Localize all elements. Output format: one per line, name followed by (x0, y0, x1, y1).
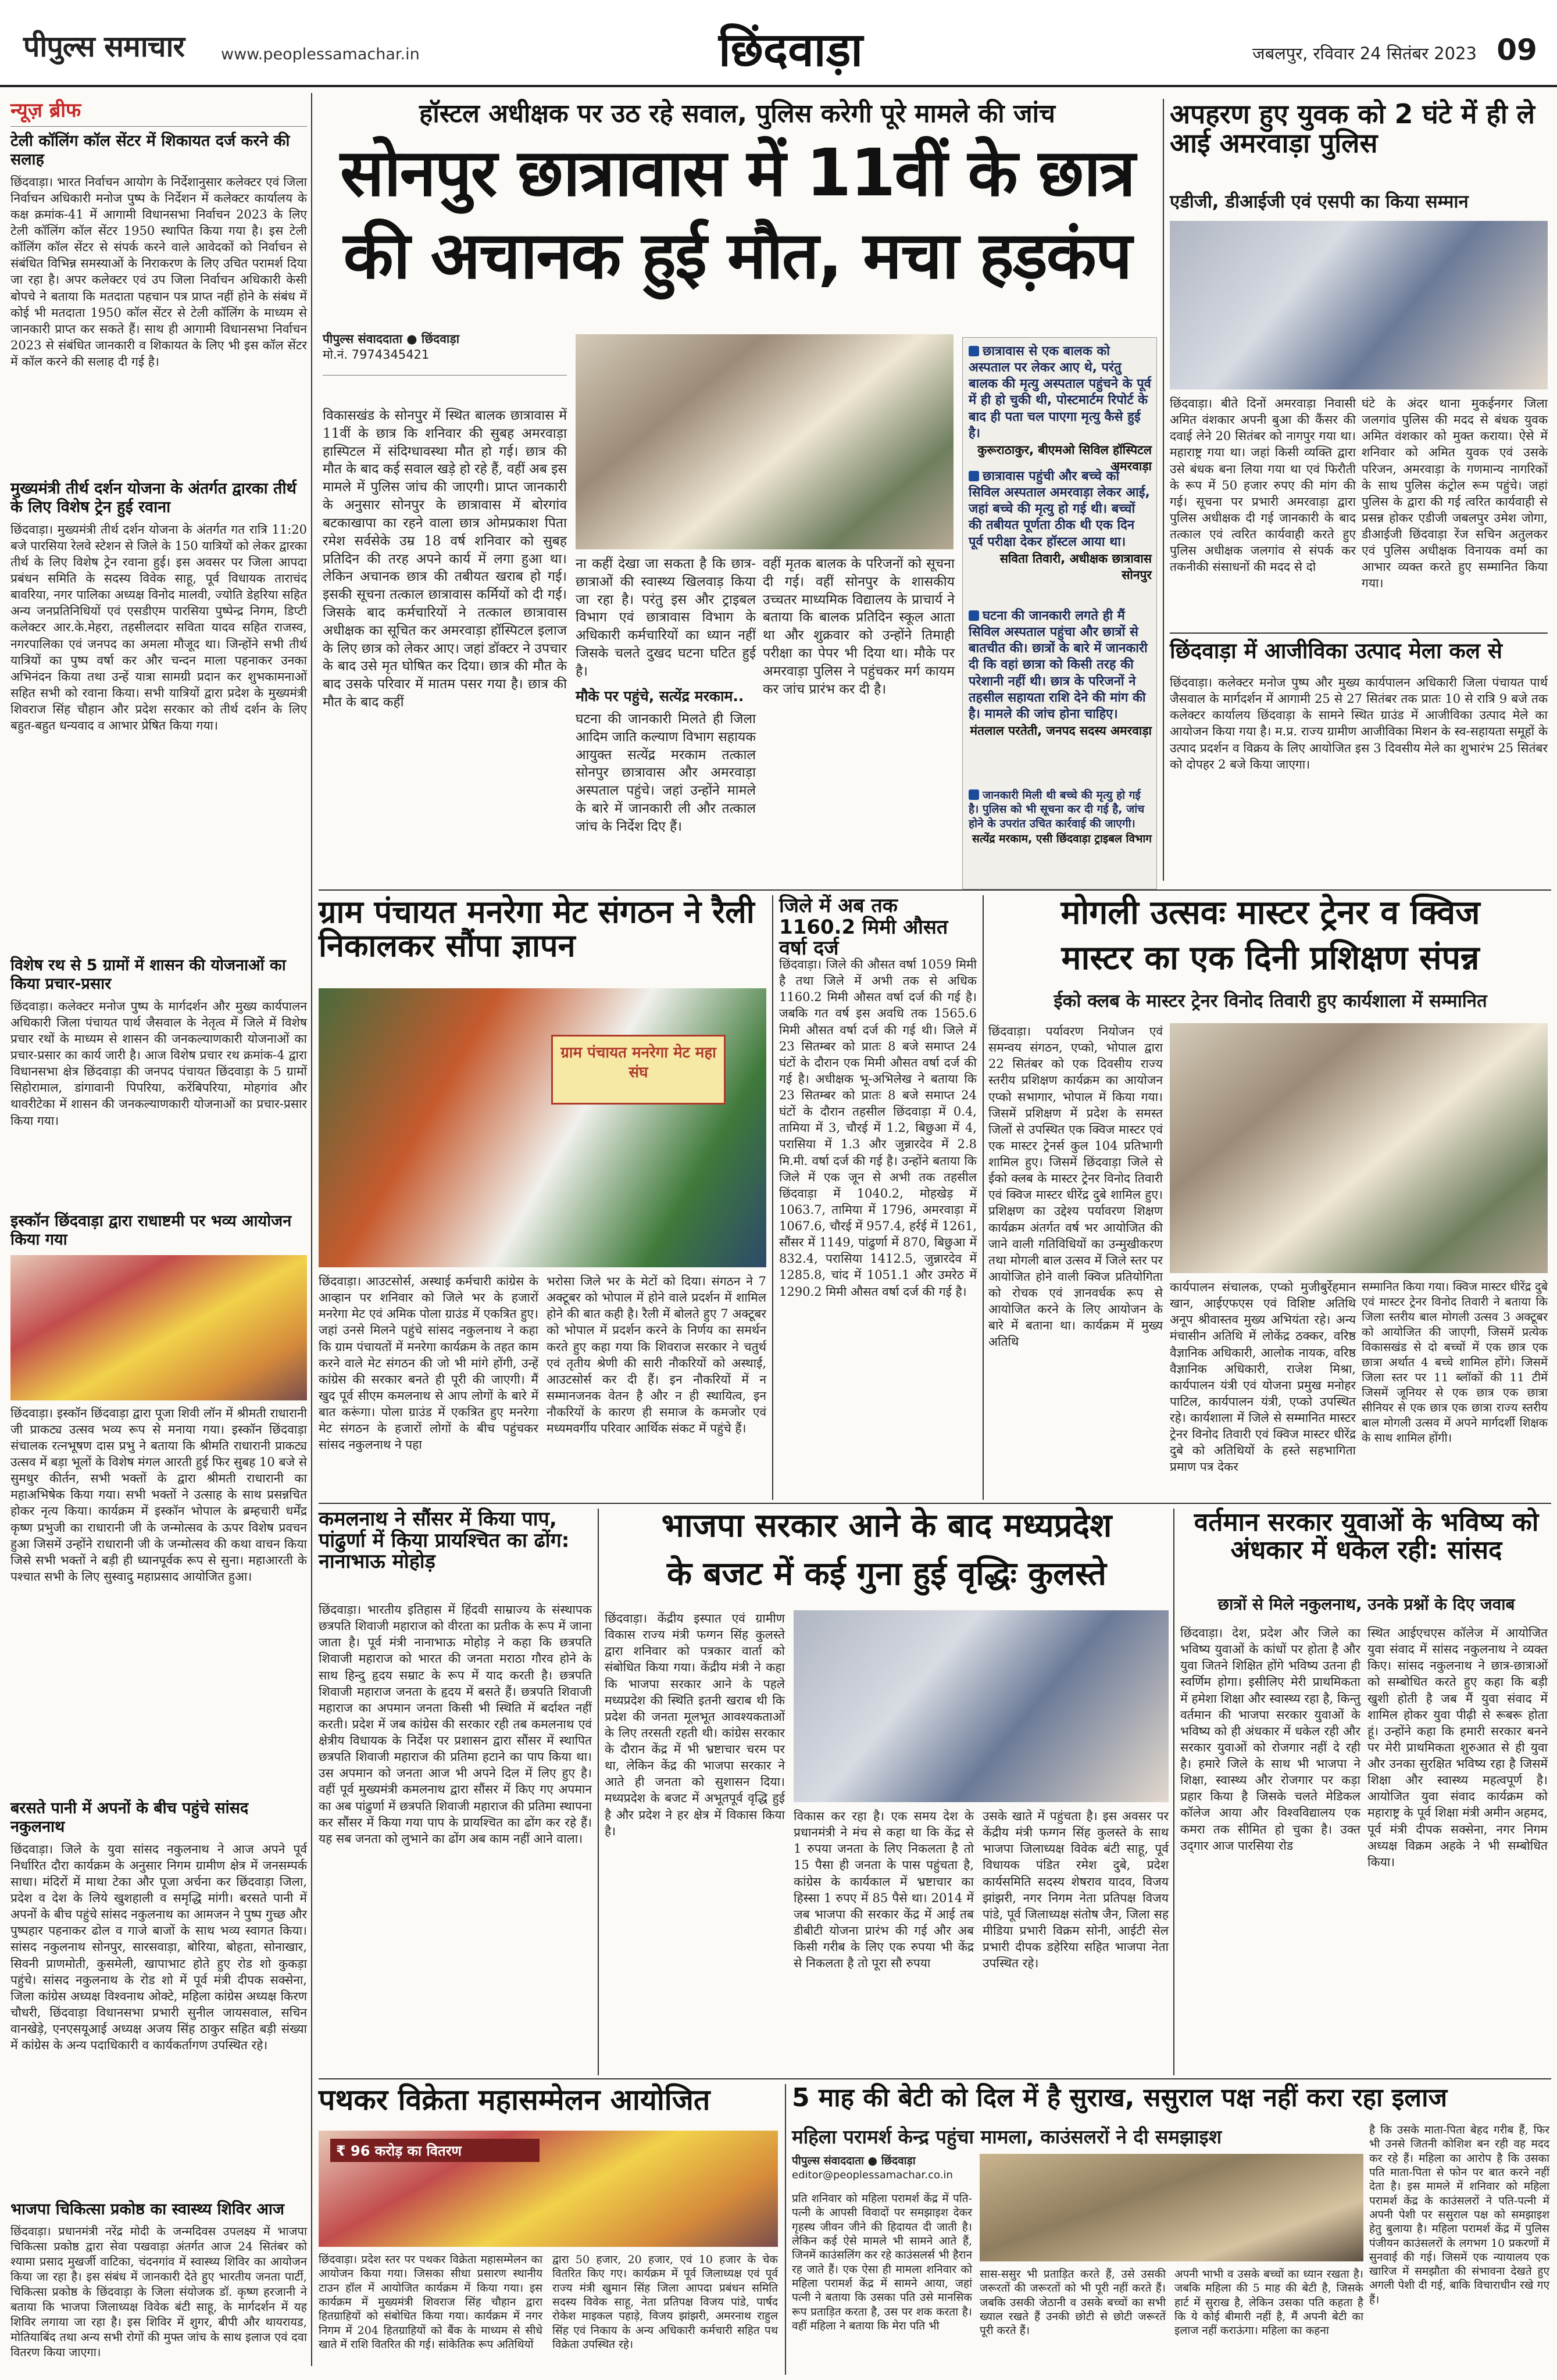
brief-headline: मुख्यमंत्री तीर्थ दर्शन योजना के अंतर्गत द्वारका तीर्थ के लिए विशेष ट्रेन हुई रवाना (10, 480, 297, 516)
pathkar-body-col-1: छिंदवाड़ा। प्रदेश स्तर पर पथकर विक्रेता महासम्मेलन का आयोजन किया गया। जिसका सीधा प्रसारण स्थानीय टाउन हॉल में आयोजित कार्यक्रम में किया गया। इस कार्यक्रम में मुख्यमंत्री शिवराज सिंह चौहान द्वारा हितग्राहियों को संबोधित किया गया। कार्यक्रम में नगर निगम में 204 हितग्राहियों को बैंक के माध्यम से सीधे खाते में राशि वितरित की गई। सांकेतिक रूप अतिथियों (319, 2253, 542, 2351)
logo[interactable] (23, 26, 209, 66)
column-rule (311, 93, 312, 2366)
baby-body-col-1: प्रति शनिवार को महिला परामर्श केंद्र में पति-पत्नी के आपसी विवादों पर समझाइश देकर गृहस्थ जीवन जीने की हिदायत दी जाती है। लेकिन कई ऐसे मामले भी सामने आते हैं, जिनमें काउंसलिंग कर रहे काउंसलर्स भी हैरान रह जाते हैं। एक ऐसा ही मामला शनिवार को महिला परामर्श केंद्र में सामने आया, जहां पत्नी ने बताया कि उसका पति उसे मानसिक रूप प्रताड़ित करता है, उस पर शक करता है। वहीं महिला ने बताया कि मेरा पति भी (792, 2192, 972, 2332)
rain-headline: जिले में अब तक 1160.2 मिमी औसत वर्षा दर्ज (779, 894, 948, 960)
youth-subhead: छात्रों से मिले नकुलनाथ, उनके प्रश्नों के दिए जवाब (1217, 1595, 1515, 1614)
byline-text: पीपुल्स संवाददाता ● छिंदवाड़ा (323, 332, 460, 346)
brief-headline: विशेष रथ से 5 ग्रामों में शासन की योजनाओं का किया प्रचार-प्रसार (10, 956, 286, 993)
brief-body: छिंदवाड़ा। प्रधानमंत्री नरेंद्र मोदी के जन्मदिवस उपलक्ष्य में भाजपा चिकित्सा प्रकोष्ठ द्वारा सेवा पखवाड़ा अंतर्गत आज 24 सितंबर को श्यामा प्रसाद मुखर्जी वाटिका, चंदनगांव में स्वास्थ्य शिविर का आयोजन किया जा रहा है। इस संबंध में जानकारी देते हुए भारतीय जनता पार्टी, चिकित्सा प्रकोष्ठ के छिंदवाड़ा के जिला संयोजक डॉ. कृष्ण हरजानी ने बताया कि भाजपा जिलाध्यक्ष विवेक बंटी साहू, के मार्गदर्शन में यह शिविर लगाया जा रहा है। इस शिविर में शुगर, बीपी और थायरायड, मोतियाबिंद तथा अन्य सभी रोगों की मुफ्त जांच के साथ इलाज एवं दवा वितरण किया जाएगा। (10, 2224, 307, 2359)
quote-text (969, 788, 1152, 831)
youth-body-col-2: स्थित आईएचएस कॉलेज में आयोजित युवा संवाद में सांसद नकुलनाथ ने व्यक्त किए। सांसद नकुलनाथ ने छात्र-छात्राओं को सम्बोधित करते हुए कहा कि बड़ी खुशी होती है जब मैं युवा संवाद में शामिल होकर युवा पीढ़ी से रूबरू होता हूं। उन्होंने कहा कि हमारी सरकार बनने पर मेरी प्राथमिकता शुरुआत से ही युवा और उनका सुरक्षित भविष्य रहा है जिसमें शिक्षा और स्वास्थ्य महत्वपूर्ण है। आयोजित युवा संवाद कार्यक्रम को महाराष्ट्र के पूर्व शिक्षा मंत्री अमीन अहमद, पूर्व मंत्री दीपक सक्सेना, नगर निगम अध्यक्ष विक्रम अहके ने भी सम्बोधित किया। (1367, 1626, 1548, 1869)
pathkar-photo (319, 2131, 778, 2247)
quote (969, 469, 1152, 602)
lead-kicker: हॉस्टल अधीक्षक पर उठ रहे सवाल, पुलिस करेगी पूरे मामले की जांच (419, 99, 1055, 128)
mnrega-body-col-2: भरोसा जिले भर के मेटों को दिया। संगठन ने 7 अक्टूबर को भोपाल में होने वाले प्रदर्शन में शामिल होने की बात कही है। रैली में बोलते हुए 7 अक्टूबर को भोपाल में प्रदर्शन करने के निर्णय का समर्थन करते हुए कहा गया कि शिवराज सरकार ने चतुर्थ एवं तृतीय श्रेणी की सारी नौकरियों को अस्थाई, आउटसोर्स कर दी हैं। इन नौकरियों में न सम्मानजनक वेतन है और न ही स्थायित्व, इन नौकरियों के कारण ही समाज के कमजोर एवं मध्यमवर्गीय परिवार आर्थिक संकट में पहुंचे हैं। (547, 1274, 766, 1436)
byline-text: पीपुल्स संवाददाता ● छिंदवाड़ा (792, 2154, 916, 2167)
youth-body-col-1: छिंदवाड़ा। देश, प्रदेश और जिले का भविष्य युवाओं के कांधों पर होता है और युवा जितने शिक्षित होंगे भविष्य उतना ही स्वर्णिम होगा। इसीलिए मेरी प्राथमिकता में हमेशा शिक्षा और स्वास्थ्य रहा है, किन्तु वर्तमान की भाजपा सरकार युवाओं के भविष्य को ही अंधकार में धकेल रही और सरकार युवाओं को रोजगार नहीं दे रही है। हमारे जिले के साथ भी भाजपा ने शिक्षा, स्वास्थ्य और रोजगार पर कड़ा प्रहार किया है जिसके चलते मेडिकल कॉलेज आया और विश्वविद्यालय एक कमरा तक सीमित हो चुका है। उक्त उद्‌गार आज पारसिया रोड (1180, 1626, 1360, 1853)
byline-mobile: मो.नं. 7974345421 (323, 348, 430, 362)
baby-subhead: महिला परामर्श केन्द्र पहुंचा मामला, काउंसलरों ने दी समझाइश (792, 2125, 1222, 2148)
bjp-press-photo (794, 1610, 1169, 1802)
kidnap-photo (1170, 221, 1548, 389)
lead-headline-line-1: सोनपुर छात्रावास में 11वीं के छात्र (340, 135, 1135, 211)
section-name: छिंदवाड़ा (719, 23, 863, 77)
lead-body-col-2: ना कहीं देखा जा सकता है कि छात्र-छात्राओं की स्वास्थ्य खिलवाड़ किया जा रहा है। परंतु इस और ट्राइबल विभाग एवं छात्रावास विभाग के अधिकारी कर्मचारियों का ध्यान नहीं जिसके चलते दुखद घटना घटित हुई है। (576, 556, 756, 679)
section-divider (319, 889, 1551, 891)
mnrega-headline: ग्राम पंचायत मनरेगा मेट संगठन ने रैली निकालकर सौंपा ज्ञापन (319, 894, 755, 964)
lead-byline (323, 331, 567, 372)
quote-text (969, 469, 1152, 551)
kamalnath-body: छिंदवाड़ा। भारतीय इतिहास में हिंदवी साम्राज्य के संस्थापक छत्रपति शिवाजी महाराज को वीरता का प्रतीक के रूप में जाना जाता है। पूर्व मंत्री नानाभाऊ मोहोड़ ने कहा कि छत्रपति शिवाजी महाराज को भारत की जनता मराठा गौरव होने के साथ हिन्दु हृदय सम्राट के रूप में याद करती है। छत्रपति शिवाजी महाराज जनता के हृदय में बसते हैं। छत्रपति शिवाजी महाराज का अपमान जनता किसी भी स्थिति में बर्दाश्त नहीं करती। प्रदेश में जब कांग्रेस की सरकार रही तब कमलनाथ एवं क्षेत्रीय विधायक के निर्देश पर प्रशासन द्वारा सौंसर में स्थापित छत्रपति शिवाजी महाराज की प्रतिमा हटाने का पाप किया था। उस अपमान को जनता आज भी अपने दिल में लिए हुए है। वहीं पूर्व मुख्यमंत्री कमलनाथ द्वारा सौंसर में किए गए अपमान का अब पांढुर्णा में छत्रपति शिवाजी महाराज की प्रतिमा स्थापना कर सौंसर में किया गया पाप के प्रायश्चित का ढोंग कर रहे हैं। यह सब जनता को लुभाने का ढोंग अब काम नहीं आने वाला। (319, 1603, 592, 1846)
column-rule (1163, 99, 1164, 881)
brief-body: छिंदवाड़ा। कलेक्टर मनोज पुष्प के मार्गदर्शन और मुख्य कार्यपालन अधिकारी जिला पंचायत पार्थ जैसवाल के नेतृत्व में जिले में विशेष प्रचार रथों के माध्यम से शासन की जनकल्याणकारी योजनाओं का प्रचार-प्रसार का कार्य जारी है। आज विशेष प्रचार रथ क्रमांक-4 द्वारा विधानसभा क्षेत्र छिंदवाड़ा की जनपद पंचायत छिंदवाड़ा के 5 ग्रामों सिहोरामाल, डांगावानी पिपरिया, करेंबिपरिया, मोहगांव और थावरीटेका में शासन की जनकल्याणकारी योजनाओं का प्रचार-प्रसार किया गया। (10, 999, 307, 1128)
mela-headline: छिंदवाड़ा में आजीविका उत्पाद मेला कल से (1170, 638, 1502, 663)
quote-body: घटना की जानकारी लगते ही मैं सिविल अस्पताल पहुंचा और छात्रों से बातचीत की। छात्रों के बारे में जानकारी दी कि वहां छात्रा को किसी तरह की परेशानी नहीं थी। छात्र के परिजनों ने तहसील सहायता राशि देने की मांग की है। मामले की जांच होना चाहिए। (969, 609, 1148, 721)
mogli-headline-line-1: मोगली उत्सवः मास्टर ट्रेनर व क्विज (1060, 894, 1480, 932)
mogli-headline-line-2: मास्टर का एक दिनी प्रशिक्षण संपन्न (1061, 939, 1480, 977)
section-divider (319, 2078, 1551, 2079)
lead-body-col-3: वहीं मृतक बालक के परिजनों को सूचना दी गई। वहीं सोनपुर के शासकीय उच्चतर माध्यमिक विद्यालय के प्राचार्य ने बताया कि बालक प्रतिदिन स्कूल आता था और शुक्रवार को उन्होंने तिमाही परीक्षा का पेपर भी दिया था। मौके पर अमरवाड़ा पुलिस ने पहुंचकर मर्ग कायम कर जांच प्रारंभ कर दी है। (763, 556, 955, 697)
quote-body: छात्रावास से एक बालक को अस्पताल पर लेकर आए थे, परंतु बालक की मृत्यु अस्पताल पहुंचने के पूर्व में ही हो चुकी थी, पोस्टमार्टम रिपोर्ट के बाद ही पता चल पाएगा मृत्यु कैसे हुई है। (969, 344, 1151, 441)
site-url[interactable]: www.peoplessamachar.in (221, 45, 420, 63)
mela-body: छिंदवाड़ा। कलेक्टर मनोज पुष्प और मुख्य कार्यपालन अधिकारी जिला पंचायत पार्थ जैसवाल के मार्गदर्शन में आगामी 25 से 27 सितंबर तक प्रातः 10 से रात्रि 9 बजे तक कलेक्टर कार्यालय छिंदवाड़ा के सामने स्थित ग्राउंड में आजीविका उत्पाद मेले का आयोजन किया गया है। म.प्र. राज्य ग्रामीण आजीविका मिशन के स्व-सहायता समूहों के उत्पाद प्रदर्शन व विक्रय के लिए आयोजित इस 3 दिवसीय मेले का शुभारंभ 25 सितंबर को दोपहर 2 बजे किया जाएगा। (1170, 676, 1548, 771)
brief-item (10, 2200, 307, 2369)
baby-byline (792, 2154, 972, 2189)
column-rule (598, 1509, 599, 2075)
quote-icon (969, 346, 979, 356)
lead-photo (576, 334, 954, 549)
divider (10, 126, 307, 127)
bjp-headline-line-2: के बजट में कई गुना हुई वृद्धिः कुलस्ते (667, 1555, 1106, 1593)
column-rule (785, 2084, 786, 2375)
kidnap-subhead: एडीजी, डीआईजी एवं एसपी का किया सम्मान (1170, 191, 1469, 212)
quote-text (969, 344, 1152, 442)
column-rule (1173, 1509, 1174, 2075)
brief-item (10, 1799, 307, 2195)
bjp-body-col-1: छिंदवाड़ा। केंद्रीय इस्पात एवं ग्रामीण विकास राज्य मंत्री फग्गन सिंह कुलस्ते द्वारा शनिवार को पत्रकार वार्ता को संबोधित किया गया। केंद्रीय मंत्री ने कहा कि भाजपा सरकार आने के पहले मध्यप्रदेश की स्थिति इतनी खराब थी कि प्रदेश की जनता मूलभूत आवश्यकताओं के लिए तरसती रहती थी। कांग्रेस सरकार के दौरान केंद्र में भी भ्रष्टाचार चरम पर था, लेकिन केंद्र की भाजपा सरकार ने आते ही जनता को सुशासन दिया। मध्यप्रदेश के बजट में अभूतपूर्व वृद्धि हुई है और प्रदेश ने हर क्षेत्र में विकास किया है। (605, 1611, 785, 1838)
kidnap-body-col-2: घंटे के अंदर थाना मुकईनगर जिला जलगांव पुलिस की मदद से बंधक युवक अमित वंशकार को मुक्त कराया। ऐसे में शनिवार को अमित युवक एवं उसके परिजन, अमरवाड़ा के गणमान्य नागरिकों के साथ पुलिस कंट्रोल रूम पहुंचे। जहां पुलिस के द्वारा की गई त्वरित कार्यवाही से प्रसन्न होकर एडीजी जबलपुर उमेश जोगा, डीआईजी छिंदवाड़ा रेंज सचिन अतुलकर एवं पुलिस अधीक्षक विनायक वर्मा का आभार व्यक्त करते हुए सम्मानित किया गया। (1362, 396, 1548, 591)
youth-headline: वर्तमान सरकार युवाओं के भविष्य को अंधकार में धकेल रही: सांसद (1194, 1507, 1539, 1565)
rally-banner-text: ग्राम पंचायत मनरेगा मेट महा संघ (560, 1044, 716, 1081)
dateline: जबलपुर, रविवार 24 सितंबर 2023 (1252, 44, 1477, 63)
quote-text (969, 608, 1152, 723)
rain-body: छिंदवाड़ा। जिले की औसत वर्षा 1059 मिमी है तथा जिले में अभी तक से अधिक 1160.2 मिमी औसत वर्षा दर्ज की गई है। जबकि गत वर्ष इस अवधि तक 1565.6 मिमी औसत वर्षा दर्ज की गई थी। जिले में 23 सितम्बर को प्रातः 8 बजे समाप्त 24 घंटों के दौरान एक मिमी औसत वर्षा दर्ज की गई है। अधीक्षक भू-अभिलेख ने बताया कि 23 सितम्बर को प्रातः 8 बजे समाप्त 24 घंटों के दौरान तहसील छिंदवाड़ा में 0.4, तामिया में 3, चौरई में 1.2, बिछुआ में 4, परासिया में 1.3 और जुन्नारदेव में 2.8 मि.मी. वर्षा दर्ज की गई है। उन्होंने बताया कि जिले में एक जून से अभी तक तहसील छिंदवाड़ा में 1040.2, मोहखेड़ में 1063.7, तामिया में 1796, अमरवाड़ा में 1067.6, चौरई में 957.4, हर्रई में 1261, सौंसर में 1149, पांढुर्णा में 870, बिछुआ में 832.4, परासिया 1412.5, जुन्नारदेव में 1285.8, चांद में 1051.1 और उमरेठ में 1290.2 मिमी औसत वर्षा दर्ज की गई है। (779, 957, 977, 1299)
brief-body: छिंदवाड़ा। मुख्यमंत्री तीर्थ दर्शन योजना के अंतर्गत गत रात्रि 11:20 बजे पारसिया रेलवे स्टेशन से जिले के 150 यात्रियों को लेकर द्वारका तीर्थ के लिए विशेष ट्रेन रवाना हुई। इस अवसर पर जिला आपदा प्रबंधन समिति के सदस्य विवेक साहू, पूर्व विधायक ताराचंद बावरिया, नगर पालिका अध्यक्ष विनोद मालवी, ज्योति डेहरिया सहित अन्य जनप्रतिनिधियों एवं एसडीएम पारसिया पुष्पेन्द्र निगम, डिप्टी कलेक्टर आर.के.मेहरा, तहसीलदार सविता यादव सहित राजस्व, नगरपालिका एवं जनपद का अमला मौजूद था। जिन्होंने सभी तीर्थ यात्रियों का पुष्प वर्षा कर और चन्दन माला पहनाकर उनका अभिनंदन किया तथा उन्हें यात्रा सामग्री प्रदान कर शुभकामनाओं सहित सभी को रवाना किया। सभी यात्रियों द्वारा प्रदेश के मुख्यमंत्री शिवराज सिंह चौहान और प्रदेश सरकार को तीर्थ दर्शन के लिए बहुत-बहुत धन्यवाद व आभार प्रेषित किया गया। (10, 522, 307, 733)
brief-item (10, 480, 307, 950)
quote (969, 788, 1152, 887)
mnrega-body-col-1: छिंदवाड़ा। आउटसोर्स, अस्थाई कर्मचारी कांग्रेस के आव्हान पर शनिवार को जिले भर के हजारों मनरेगा मेट एवं अमिक पोला ग्राउंड में एकत्रित हुए। जहां उनसे मिलने पहुंचे सांसद नकुलनाथ ने कहा कि ग्राम पंचायतों में मनरेगा कार्यक्रम के तहत काम करने वाले मेट संगठन की जो भी मांगे होंगी, उन्हें कांग्रेस की सरकार बनते ही पूरी की जाएगी। मैं खुद पूर्व सीएम कमलनाथ से आप लोगों के बारे में बात करूंगा। पोला ग्राउंड में एकत्रित हुए मनरेगा मेट संगठन के हजारों लोगों के बीच पहुंचकर सांसद नकुलनाथ ने पहा (319, 1274, 538, 1452)
brief-headline: टेली कॉलिंग कॉल सेंटर में शिकायत दर्ज करने की सलाह (10, 132, 290, 169)
quote-name: सविता तिवारी, अधीक्षक छात्रावास सोनपुर (999, 551, 1152, 582)
bjp-body-col-2: विकास कर रहा है। एक समय देश के प्रधानमंत्री ने मंच से कहा था कि केंद्र से 1 रुपया जनता के लिए निकलता है तो 15 पैसा ही जनता के पास पहुंचता है, कांग्रेस के कार्यकाल में भ्रष्टाचार का हिस्सा 1 रुपए में 85 पैसे था। 2014 में जब भाजपा की सरकार केंद्र में आई तब डीबीटी योजना प्रारंभ की गई और अब किसी गरीब के लिए एक रुपया भी केंद्र से निकलता है तो पूरा सौ रुपया (794, 1809, 974, 1971)
logo-text: पीपुल्स समाचार (23, 30, 184, 63)
page-number (1491, 27, 1543, 73)
mogli-body-col-2: कार्यपालन संचालक, एप्को मुजीबुर्रेहमान खान, आईएफएस एवं विशिष्ट अतिथि अनूप श्रीवास्तव मुख्य अभियंता रहे। अन्य मंचासीन अतिथि में लोकेंद्र ठक्कर, वरिष्ठ वैज्ञानिक अधिकारी, आलोक नायक, वरिष्ठ वैज्ञानिक अधिकारी, राजेश मिश्रा, कार्यपालन यंत्री एवं योजना प्रमुख मनोहर पाटिल, कार्यपालन यंत्री, एप्को उपस्थित रहे। कार्यशाला में जिले से सम्मानित मास्टर ट्रेनर विनोद तिवारी एवं क्विज मास्टर धीरेंद्र दुबे को अतिथियों के हस्ते सहभागिता प्रमाण पत्र देकर (1170, 1280, 1356, 1474)
lead-body-col-1: विकासखंड के सोनपुर में स्थित बालक छात्रावास में 11वीं के छात्र कि शनिवार की सुबह अमरवाड़ा हास्पिटल में संदिग्धावस्था मौत हो गई। छात्र की मौत के बाद कई सवाल खड़े हो रहे हैं, वहीं अब इस मामले में पुलिस जांच की जाएगी। प्राप्त जानकारी के अनुसार सोनपुर के छात्रावास में बोरगांव बटकाखापा का रहने वाला छात्र ओमप्रकाश पिता रमेश सर्वसेके उम्र 18 वर्ष शनिवार को सुबह प्रतिदिन की तरह अपने कार्य में लगा हुआ था। लेकिन अचानक छात्र की तबीयत खराब हो गई। इसकी सूचना तत्काल छात्रावास कर्मियों को दी गई। जिसके बाद कर्मचारियों ने तत्काल छात्रावास अधीक्षक का सूचित कर अमरवाड़ा हॉस्पिटल इलाज के लिए छात्र को लेकर आए। जहां डॉक्टर ने उपचार के बाद उसे मृत घोषित कर दिया। छात्र की मौत के बाद उसके परिवार में मातम पसर गया है। छात्र की मौत के बाद कहीं (323, 408, 567, 710)
stage-banner-text: ₹ 96 करोड़ का वितरण (330, 2139, 540, 2162)
quote-icon (969, 471, 979, 481)
section-divider (319, 1503, 1551, 1504)
masthead (0, 0, 1557, 87)
baby-body-col-3: अपनी भाभी व उसके बच्चों का ध्यान रखता है। जबकि महिला की 5 माह की बेटी है, जिसके हार्ट में सुराख है, लेकिन उसका पति कहता है कि ये कोई बीमारी नहीं है, मैं अपनी बेटी का इलाज नहीं कराऊंगा। महिला का कहना (1174, 2268, 1363, 2338)
quote-name: मंतलाल परतेती, जनपद सदस्य अमरवाड़ा (970, 724, 1152, 738)
quote-name: सत्येंद्र मरकाम, एसी छिंदवाड़ा ट्राइबल विभाग (972, 832, 1152, 845)
bjp-headline-line-1: भाजपा सरकार आने के बाद मध्यप्रदेश (661, 1507, 1112, 1545)
news-brief-label: न्यूज़ ब्रीफ (10, 99, 81, 122)
mogli-body-col-1: छिंदवाड़ा। पर्यावरण नियोजन एवं समन्वय संगठन, एप्को, भोपाल द्वारा 22 सितंबर को एक दिवसीय राज्य स्तरीय प्रशिक्षण कार्यक्रम का आयोजन एप्को सभागार, भोपाल में किया गया। जिसमें प्रशिक्षण में प्रदेश के समस्त जिलों से उपस्थित एक क्विज मास्टर एवं एक मास्टर ट्रेनर्स कुल 104 प्रतिभागी शामिल हुए। जिसमें छिंदवाड़ा जिले से ईको क्लब के मास्टर ट्रेनर विनोद तिवारी एवं क्विज मास्टर धीरेंद्र दुबे शामिल हुए। प्रशिक्षण का उद्देश्य पर्यावरण शिक्षण कार्यक्रम अंतर्गत वर्ष भर आयोजित की जाने वाली गतिविधियों का उन्मुखीकरण तथा मोगली बाल उत्सव में जिले स्तर पर आयोजित होने वाली क्विज प्रतियोगिता को रोचक एवं ज्ञानवर्धक रूप से आयोजित करने के लिए आयोजन के बारे में बताना था। कार्यक्रम में मुख्य अतिथि (988, 1024, 1163, 1349)
divider (323, 375, 567, 376)
mogli-body-col-3: सम्मानित किया गया। क्विज मास्टर धीरेंद्र दुबे एवं मास्टर ट्रेनर विनोद तिवारी ने बताया कि जिला स्तरीय बाल मोगली उत्सव 3 अक्टूबर को आयोजित की जाएगी, जिसमें प्रत्येक विकासखंड से दो बच्चों में एक छात्र एक छात्रा अर्थात 4 बच्चे शामिल होंगे। जिसमें जिला स्तर पर 11 ब्लॉकों की 11 टीमें जिसमें जूनियर से एक छात्र एक छात्रा सीनियर से एक छात्र एक छात्रा राज्य स्तरीय बाल मोगली उत्सव में अपने मार्गदर्शी शिक्षक के साथ शामिल होंगी। (1362, 1280, 1548, 1445)
baby-photo (980, 2154, 1363, 2261)
baby-body-col-4: है कि उसके माता-पिता बेहद गरीब हैं, फिर भी उनसे जितनी कोशिश बन रही वह मदद कर रहे हैं। महिला का आरोप है कि उसका पति माता-पिता से फोन पर बात करने नहीं देता है। इस मामले में शनिवार को महिला परामर्श केंद्र के काउंसलरों ने पति-पत्नी में अपनी पेशी पर ससुराल पक्ष को समझाइश हेतु बुलाया है। महिला परामर्श केंद्र में पुलिस पंजीयन काउंसलरों के लगभग 10 प्रकरणों में सुनवाई की गई। जिसमें एक न्यायालय एक खारिज में समझौता की संभावना देखते हुए अगली पेशी दी गई, बाकि विचाराधीन रखे गए हैं। (1369, 2124, 1549, 2306)
lead-quotes (962, 337, 1157, 889)
baby-body-col-2: सास-ससुर भी प्रताड़ित करते हैं, उसे उसकी जरूरतों की जरूरतों को भी पूरी नहीं करते हैं। जबकि उसकी जेठानी व उसके बच्चों का सभी ख्याल रखते हैं उनकी छोटी से छोटी जरूरतें पूरी करते हैं। (980, 2268, 1166, 2338)
quote-body: छात्रावास पहुंची और बच्चे को सिविल अस्पताल अमरवाड़ा लेकर आई, जहां बच्चे की मृत्यु हो गई थी। बच्चों की तबीयत पूर्णता ठीक थी एक दिन पूर्व परीक्षा देकर हॉस्टल आया था। (969, 469, 1150, 549)
pathkar-headline: पथकर विक्रेता महासम्मेलन आयोजित (319, 2083, 710, 2117)
brief-headline: बरसते पानी में अपनों के बीच पहुंचे सांसद नकुलनाथ (10, 1799, 249, 1836)
column-rule (983, 895, 984, 1500)
kamalnath-headline: कमलनाथ ने सौंसर में किया पाप, पांढुर्णा में किया प्रायश्चित का ढोंग: नानाभाऊ मोहोड़ (319, 1507, 570, 1574)
bjp-body-col-3: उसके खाते में पहुंचता है। इस अवसर पर केंद्रीय मंत्री फग्गन सिंह कुलस्ते के साथ भाजपा जिलाध्यक्ष विवेक बंटी साहू, पूर्व विधायक पंडित रमेश दुबे, प्रदेश कार्यसमिति सदस्य शेषराव यादव, विजय झांझरी, नगर निगम नेता प्रतिपक्ष विजय पांडे, पूर्व जिलाध्यक्ष संतोष जैन, जिला सह मीडिया प्रभारी विक्रम सोनी, आईटी सेल प्रभारी दीपक डहेरिया सहित भाजपा नेता उपस्थित रहे। (983, 1809, 1169, 1971)
lead-subhead: मौके पर पहुंचे, सत्येंद्र मरकाम.. (576, 688, 744, 705)
brief-headline: इस्कॉन छिंदवाड़ा द्वारा राधाष्टमी पर भव्य आयोजन किया गया (10, 1212, 292, 1249)
kidnap-headline: अपहरण हुए युवक को 2 घंटे में ही ले आई अमरवाड़ा पुलिस (1170, 98, 1535, 159)
mogli-group-photo (1170, 1023, 1548, 1273)
brief-body: छिंदवाड़ा। जिले के युवा सांसद नकुलनाथ ने आज अपने पूर्व निर्धारित दौरा कार्यक्रम के अनुसार निगम ग्रामीण क्षेत्र में जनसम्पर्क साधा। मंदिरों में माथा टेका और पूजा अर्चना कर छिंदवाड़ा जिला, प्रदेश व देश के लिये खुशहाली व समृद्धि मांगी। बरसते पानी में अपनों के बीच पहुंचे सांसद नकुलनाथ का आमजन ने पुष्प गुच्छ और पुष्पहार पहनाकर ढोल व गाजे बाजों के साथ भव्य स्वागत किया। सांसद नकुलनाथ सोनपुर, सारसवाड़ा, बोरिया, बोहता, सोनाखार, सिवनी प्राणमोती, कुसमेली, खापाभाट होते हुए रोड शो कुकड़ा पहुंचे। सांसद नकुलनाथ के रोड शो में पूर्व मंत्री दीपक सक्सेना, जिला कांग्रेस अध्यक्ष विश्वनाथ ओक्टे, महिला कांग्रेस अध्यक्ष किरण चौधरी, छिंदवाड़ा विधानसभा प्रभारी सुनील जायसवाल, सचिन वानखेड़े, एनएसयूआई अध्यक्ष अजय सिंह ठाकुर सहित बड़ी संख्या में कांग्रेस के अन्य पदाधिकारी व कार्यकर्तागण उपस्थित रहे। (10, 1842, 307, 2053)
brief-item (10, 132, 307, 475)
kidnap-body-col-1: छिंदवाड़ा। बीते दिनों अमरवाड़ा निवासी अमित वंशकार अपनी बुआ की कैंसर की दवाई लेने 20 सितंबर को नागपुर गया था। महाराष्ट्र गया था। जहां किसी व्यक्ति द्वारा उसे बंधक बना लिया गया था एवं फिरौती के रूप में 50 हजार रुपए की मांग की गई। सूचना पर प्रभारी अमरवाड़ा द्वारा पुलिस अधीक्षक दी गई जानकारी के बाद तत्काल एवं त्वरित कार्यवाही करते हुए पुलिस अधीक्षक जलगांव से संपर्क कर तकनीकी संसाधनों की मदद से दो (1170, 396, 1356, 574)
quote-icon (969, 789, 979, 800)
brief-item (10, 1212, 307, 1793)
quote-name: कुरूराठाकुर, बीएमओ सिविल हॉस्पिटल अमरवाड़ा (977, 442, 1152, 473)
brief-headline: भाजपा चिकित्सा प्रकोष्ठ का स्वास्थ्य शिविर आज (10, 2200, 284, 2218)
brief-item (10, 956, 307, 1206)
quote-body: जानकारी मिली थी बच्चे की मृत्यु हो गई है। पुलिस को भी सूचना कर दी गई है, जांच होने के उपरांत उचित कार्रवाई की जाएगी। (969, 789, 1145, 830)
byline-email[interactable]: editor@peoplessamachar.co.in (792, 2168, 953, 2181)
column-rule (772, 895, 773, 1500)
mogli-subhead: ईको क्लब के मास्टर ट्रेनर विनोद तिवारी हुए कार्यशाला में सम्मानित (1054, 991, 1487, 1012)
brief-body: छिंदवाड़ा। इस्कॉन छिंदवाड़ा द्वारा पूजा शिवी लॉन में श्रीमती राधारानी जी प्राकट्य उत्सव भव्य रूप से मनाया गया। इस्कॉन छिंदवाड़ा संचालक रत्नभूषण दास प्रभु ने बताया कि श्रीमति राधारानी प्राकट्य उत्सव में बड़ा भूलों के विशेष मंगल आरती हुई फिर सुबह 10 बजे से सुमधुर कीर्तन, सभी भक्तों के द्वारा श्रीमती राधारानी का महाअभिषेक किया गया। सभी भक्तों ने उत्साह के साथ प्रसन्नचित होकर नृत्य किया। कार्यक्रम में इस्कॉन भोपाल के ब्रम्हचारी धर्मेंद्र कृष्ण प्रभुजी का राधारानी जी के जन्मोत्सव के ऊपर विशेष प्रवचन हुआ जिसमें उन्होंने राधारानी जी के जन्मोत्सव की कथा वाचन किया जिसे सभी भक्तों ने बड़ी ही ध्यानपूर्वक रूप से सुना। महाआरती के पश्चात सभी के लिए सुस्वादु महाप्रसाद आयोजित हुआ। (10, 1406, 307, 1584)
pathkar-body-col-2: द्वारा 50 हजार, 20 हजार, एवं 10 हजार के चेक वितरित किए गए। कार्यक्रम में पूर्व जिलाध्यक्ष एवं पूर्व राज्य मंत्री खुमान सिंह जिला आपदा प्रबंधन समिति सदस्य विवेक साहू, नेता प्रतिपक्ष विजय पांडे, पार्षद रोकेश माइकल पहाड़े, विजय झांझरी, अमरनाथ राहुल सिंह एवं निकाय के अन्य अधिकारी कर्मचारी सहित पथ विक्रेता उपस्थित रहे। (552, 2253, 778, 2351)
mnrega-photo (319, 988, 766, 1267)
news-brief-column (10, 96, 307, 2372)
quote (969, 344, 1152, 473)
rally-banner (551, 1035, 726, 1105)
brief-body: छिंदवाड़ा। भारत निर्वाचन आयोग के निर्देशानुसार कलेक्टर एवं जिला निर्वाचन अधिकारी मनोज पुष्प के निर्देशन में कलेक्टर कार्यालय के कक्ष क्रमांक-41 में आगामी विधानसभा निर्वाचन 2023 के लिए टेली कॉलिंग कॉल सेंटर 1950 स्थापित किया गया है। इस टेली कॉलिंग कॉल सेंटर से संपर्क करने वाले आवेदकों को निर्वाचन से संबंधित विभिन्न समस्याओं के निराकरण के लिए उचित परामर्श दिया जा रहा है। अपर कलेक्टर एवं उप जिला निर्वाचन अधिकारी केसी बोपचे ने बताया कि मतदाता पहचान पत्र प्राप्त नहीं होने के संबंध में कोई भी मतदाता 1950 कॉल सेंटर से टेली कॉलिंग के माध्यम से जानकारी प्राप्त कर सकते हैं। साथ ही आगामी विधानसभा निर्वाचन 2023 से संबंधित जानकारी व शिकायत के लिए भी इस कॉल सेंटर में कॉल करने की सलाह दी गई है। (10, 174, 307, 369)
lead-body-col-2b: घटना की जानकारी मिलते ही जिला आदिम जाति कल्याण विभाग सहायक आयुक्त सत्येंद्र मरकाम तत्काल सोनपुर छात्रावास और अमरवाड़ा अस्पताल पहुंचे। जहां उन्होंने मामले के बारे में जानकारी ली और तत्काल जांच के निर्देश दिए हैं। (576, 712, 756, 834)
iskcon-photo (10, 1255, 307, 1400)
divider (1170, 632, 1548, 634)
page-number-value: 09 (1497, 33, 1537, 67)
quote-icon (969, 610, 979, 621)
quote (969, 608, 1152, 782)
baby-headline: 5 माह की बेटी को दिल में है सुराख, ससुराल पक्ष नहीं करा रहा इलाज (792, 2083, 1448, 2113)
lead-headline-line-2: की अचानक हुई मौत, मचा हड़कंप (343, 218, 1131, 294)
